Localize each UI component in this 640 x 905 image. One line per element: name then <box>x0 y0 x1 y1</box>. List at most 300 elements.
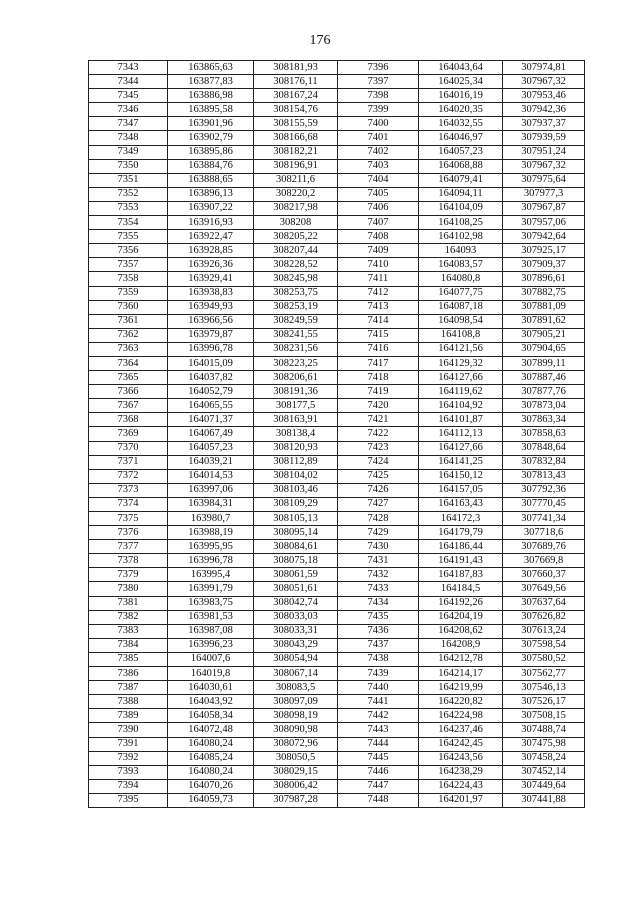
y-coordinate-cell: 307896,61 <box>503 272 585 286</box>
point-number-cell: 7365 <box>89 371 168 385</box>
table-row <box>89 272 585 286</box>
y-coordinate-cell: 307925,17 <box>503 244 585 258</box>
table-row <box>89 201 585 215</box>
x-coordinate-cell: 164172,3 <box>419 512 503 526</box>
point-number-cell: 7362 <box>89 328 168 342</box>
y-coordinate-cell: 307909,37 <box>503 258 585 272</box>
point-number-cell: 7344 <box>89 75 168 89</box>
y-coordinate-cell: 308051,61 <box>254 582 338 596</box>
y-coordinate-cell: 307904,65 <box>503 342 585 356</box>
y-coordinate-cell: 308167,24 <box>254 89 338 103</box>
point-number-cell: 7356 <box>89 244 168 258</box>
table-row <box>89 596 585 610</box>
y-coordinate-cell: 307660,37 <box>503 568 585 582</box>
y-coordinate-cell: 308208 <box>254 216 338 230</box>
y-coordinate-cell: 307449,64 <box>503 779 585 793</box>
y-coordinate-cell: 307441,88 <box>503 793 585 807</box>
y-coordinate-cell: 307877,76 <box>503 385 585 399</box>
table-row <box>89 455 585 469</box>
y-coordinate-cell: 307967,32 <box>503 75 585 89</box>
x-coordinate-cell: 164071,37 <box>168 413 254 427</box>
x-coordinate-cell: 163981,53 <box>168 610 254 624</box>
x-coordinate-cell: 163886,98 <box>168 89 254 103</box>
point-number-cell: 7419 <box>338 385 419 399</box>
x-coordinate-cell: 164141,25 <box>419 455 503 469</box>
table-row <box>89 737 585 751</box>
table-row <box>89 709 585 723</box>
point-number-cell: 7423 <box>338 441 419 455</box>
x-coordinate-cell: 163884,76 <box>168 159 254 173</box>
point-number-cell: 7413 <box>338 300 419 314</box>
x-coordinate-cell: 163865,63 <box>168 61 254 75</box>
table-row <box>89 117 585 131</box>
point-number-cell: 7443 <box>338 723 419 737</box>
point-number-cell: 7349 <box>89 145 168 159</box>
point-number-cell: 7435 <box>338 610 419 624</box>
x-coordinate-cell: 164186,44 <box>419 540 503 554</box>
x-coordinate-cell: 164093 <box>419 244 503 258</box>
point-number-cell: 7425 <box>338 469 419 483</box>
y-coordinate-cell: 308166,68 <box>254 131 338 145</box>
x-coordinate-cell: 164057,23 <box>168 441 254 455</box>
y-coordinate-cell: 308231,56 <box>254 342 338 356</box>
y-coordinate-cell: 308033,03 <box>254 610 338 624</box>
y-coordinate-cell: 308217,98 <box>254 201 338 215</box>
page-number: 176 <box>309 33 331 48</box>
point-number-cell: 7403 <box>338 159 419 173</box>
table-row <box>89 187 585 201</box>
table-row <box>89 89 585 103</box>
point-number-cell: 7424 <box>338 455 419 469</box>
x-coordinate-cell: 163987,08 <box>168 624 254 638</box>
x-coordinate-cell: 164058,34 <box>168 709 254 723</box>
x-coordinate-cell: 164219,99 <box>419 681 503 695</box>
x-coordinate-cell: 164192,26 <box>419 596 503 610</box>
x-coordinate-cell: 164070,26 <box>168 779 254 793</box>
x-coordinate-cell: 164129,32 <box>419 356 503 370</box>
table-row <box>89 526 585 540</box>
point-number-cell: 7445 <box>338 751 419 765</box>
point-number-cell: 7386 <box>89 667 168 681</box>
point-number-cell: 7393 <box>89 765 168 779</box>
x-coordinate-cell: 164150,12 <box>419 469 503 483</box>
point-number-cell: 7444 <box>338 737 419 751</box>
table-row <box>89 512 585 526</box>
x-coordinate-cell: 163902,79 <box>168 131 254 145</box>
point-number-cell: 7351 <box>89 173 168 187</box>
y-coordinate-cell: 307637,64 <box>503 596 585 610</box>
y-coordinate-cell: 307718,6 <box>503 526 585 540</box>
point-number-cell: 7390 <box>89 723 168 737</box>
y-coordinate-cell: 308155,59 <box>254 117 338 131</box>
y-coordinate-cell: 308072,96 <box>254 737 338 751</box>
y-coordinate-cell: 307613,24 <box>503 624 585 638</box>
y-coordinate-cell: 307939,59 <box>503 131 585 145</box>
x-coordinate-cell: 164039,21 <box>168 455 254 469</box>
x-coordinate-cell: 164212,78 <box>419 652 503 666</box>
point-number-cell: 7370 <box>89 441 168 455</box>
y-coordinate-cell: 307942,64 <box>503 230 585 244</box>
y-coordinate-cell: 308253,19 <box>254 300 338 314</box>
y-coordinate-cell: 308083,5 <box>254 681 338 695</box>
table-row <box>89 173 585 187</box>
y-coordinate-cell: 307977,3 <box>503 187 585 201</box>
y-coordinate-cell: 307937,37 <box>503 117 585 131</box>
x-coordinate-cell: 164243,56 <box>419 751 503 765</box>
point-number-cell: 7417 <box>338 356 419 370</box>
point-number-cell: 7399 <box>338 103 419 117</box>
table-row <box>89 624 585 638</box>
y-coordinate-cell: 308154,76 <box>254 103 338 117</box>
point-number-cell: 7388 <box>89 695 168 709</box>
y-coordinate-cell: 307508,15 <box>503 709 585 723</box>
y-coordinate-cell: 308042,74 <box>254 596 338 610</box>
table-row <box>89 765 585 779</box>
x-coordinate-cell: 163983,75 <box>168 596 254 610</box>
y-coordinate-cell: 307863,34 <box>503 413 585 427</box>
table-row <box>89 385 585 399</box>
x-coordinate-cell: 164102,98 <box>419 230 503 244</box>
x-coordinate-cell: 164112,13 <box>419 427 503 441</box>
point-number-cell: 7405 <box>338 187 419 201</box>
y-coordinate-cell: 307873,04 <box>503 399 585 413</box>
y-coordinate-cell: 307975,64 <box>503 173 585 187</box>
table-row <box>89 413 585 427</box>
table-row <box>89 497 585 511</box>
table-row <box>89 145 585 159</box>
table-row <box>89 540 585 554</box>
y-coordinate-cell: 308105,13 <box>254 512 338 526</box>
x-coordinate-cell: 164072,48 <box>168 723 254 737</box>
x-coordinate-cell: 164104,92 <box>419 399 503 413</box>
point-number-cell: 7431 <box>338 554 419 568</box>
table-row <box>89 399 585 413</box>
y-coordinate-cell: 308061,59 <box>254 568 338 582</box>
point-number-cell: 7377 <box>89 540 168 554</box>
point-number-cell: 7394 <box>89 779 168 793</box>
x-coordinate-cell: 163901,96 <box>168 117 254 131</box>
point-number-cell: 7414 <box>338 314 419 328</box>
table-row <box>89 286 585 300</box>
x-coordinate-cell: 163949,93 <box>168 300 254 314</box>
point-number-cell: 7426 <box>338 483 419 497</box>
y-coordinate-cell: 308207,44 <box>254 244 338 258</box>
y-coordinate-cell: 308177,5 <box>254 399 338 413</box>
point-number-cell: 7422 <box>338 427 419 441</box>
x-coordinate-cell: 164201,97 <box>419 793 503 807</box>
y-coordinate-cell: 307951,24 <box>503 145 585 159</box>
table-row <box>89 568 585 582</box>
table-row <box>89 638 585 652</box>
x-coordinate-cell: 164067,49 <box>168 427 254 441</box>
point-number-cell: 7440 <box>338 681 419 695</box>
point-number-cell: 7358 <box>89 272 168 286</box>
x-coordinate-cell: 164220,82 <box>419 695 503 709</box>
x-coordinate-cell: 163938,83 <box>168 286 254 300</box>
y-coordinate-cell: 308090,98 <box>254 723 338 737</box>
y-coordinate-cell: 308241,55 <box>254 328 338 342</box>
point-number-cell: 7346 <box>89 103 168 117</box>
x-coordinate-cell: 163995,4 <box>168 568 254 582</box>
y-coordinate-cell: 308253,75 <box>254 286 338 300</box>
y-coordinate-cell: 307899,11 <box>503 356 585 370</box>
x-coordinate-cell: 164108,25 <box>419 216 503 230</box>
point-number-cell: 7447 <box>338 779 419 793</box>
point-number-cell: 7375 <box>89 512 168 526</box>
point-number-cell: 7415 <box>338 328 419 342</box>
y-coordinate-cell: 308084,61 <box>254 540 338 554</box>
x-coordinate-cell: 164015,09 <box>168 356 254 370</box>
point-number-cell: 7368 <box>89 413 168 427</box>
point-number-cell: 7389 <box>89 709 168 723</box>
y-coordinate-cell: 307649,56 <box>503 582 585 596</box>
y-coordinate-cell: 307792,36 <box>503 483 585 497</box>
x-coordinate-cell: 164020,35 <box>419 103 503 117</box>
table-row <box>89 469 585 483</box>
point-number-cell: 7373 <box>89 483 168 497</box>
y-coordinate-cell: 307987,28 <box>254 793 338 807</box>
point-number-cell: 7367 <box>89 399 168 413</box>
point-number-cell: 7354 <box>89 216 168 230</box>
y-coordinate-cell: 308181,93 <box>254 61 338 75</box>
x-coordinate-cell: 164237,46 <box>419 723 503 737</box>
y-coordinate-cell: 307689,76 <box>503 540 585 554</box>
point-number-cell: 7382 <box>89 610 168 624</box>
y-coordinate-cell: 308043,29 <box>254 638 338 652</box>
point-number-cell: 7407 <box>338 216 419 230</box>
table-row <box>89 328 585 342</box>
y-coordinate-cell: 308206,61 <box>254 371 338 385</box>
point-number-cell: 7361 <box>89 314 168 328</box>
point-number-cell: 7412 <box>338 286 419 300</box>
y-coordinate-cell: 308163,91 <box>254 413 338 427</box>
point-number-cell: 7379 <box>89 568 168 582</box>
table-row <box>89 244 585 258</box>
table-row <box>89 779 585 793</box>
x-coordinate-cell: 164057,23 <box>419 145 503 159</box>
x-coordinate-cell: 164080,24 <box>168 737 254 751</box>
y-coordinate-cell: 308075,18 <box>254 554 338 568</box>
x-coordinate-cell: 164224,98 <box>419 709 503 723</box>
x-coordinate-cell: 164052,79 <box>168 385 254 399</box>
y-coordinate-cell: 307488,74 <box>503 723 585 737</box>
point-number-cell: 7421 <box>338 413 419 427</box>
x-coordinate-cell: 163991,79 <box>168 582 254 596</box>
x-coordinate-cell: 164065,55 <box>168 399 254 413</box>
x-coordinate-cell: 163995,95 <box>168 540 254 554</box>
y-coordinate-cell: 307887,46 <box>503 371 585 385</box>
y-coordinate-cell: 307957,06 <box>503 216 585 230</box>
y-coordinate-cell: 308067,14 <box>254 667 338 681</box>
x-coordinate-cell: 164043,92 <box>168 695 254 709</box>
point-number-cell: 7364 <box>89 356 168 370</box>
point-number-cell: 7366 <box>89 385 168 399</box>
x-coordinate-cell: 163922,47 <box>168 230 254 244</box>
x-coordinate-cell: 164208,9 <box>419 638 503 652</box>
x-coordinate-cell: 164179,79 <box>419 526 503 540</box>
y-coordinate-cell: 307967,87 <box>503 201 585 215</box>
x-coordinate-cell: 164043,64 <box>419 61 503 75</box>
y-coordinate-cell: 307974,81 <box>503 61 585 75</box>
point-number-cell: 7437 <box>338 638 419 652</box>
x-coordinate-cell: 164127,66 <box>419 441 503 455</box>
y-coordinate-cell: 308103,46 <box>254 483 338 497</box>
table-row <box>89 751 585 765</box>
point-number-cell: 7372 <box>89 469 168 483</box>
y-coordinate-cell: 307475,98 <box>503 737 585 751</box>
point-number-cell: 7448 <box>338 793 419 807</box>
table-row <box>89 681 585 695</box>
x-coordinate-cell: 164184,5 <box>419 582 503 596</box>
point-number-cell: 7400 <box>338 117 419 131</box>
x-coordinate-cell: 163966,56 <box>168 314 254 328</box>
coordinates-table-body <box>89 61 585 808</box>
y-coordinate-cell: 307881,09 <box>503 300 585 314</box>
x-coordinate-cell: 164085,24 <box>168 751 254 765</box>
y-coordinate-cell: 307452,14 <box>503 765 585 779</box>
y-coordinate-cell: 307458,24 <box>503 751 585 765</box>
point-number-cell: 7378 <box>89 554 168 568</box>
point-number-cell: 7442 <box>338 709 419 723</box>
x-coordinate-cell: 164087,18 <box>419 300 503 314</box>
y-coordinate-cell: 308054,94 <box>254 652 338 666</box>
y-coordinate-cell: 308095,14 <box>254 526 338 540</box>
point-number-cell: 7436 <box>338 624 419 638</box>
table-row <box>89 258 585 272</box>
y-coordinate-cell: 308249,59 <box>254 314 338 328</box>
y-coordinate-cell: 307741,34 <box>503 512 585 526</box>
x-coordinate-cell: 163895,86 <box>168 145 254 159</box>
y-coordinate-cell: 307598,54 <box>503 638 585 652</box>
table-row <box>89 582 585 596</box>
point-number-cell: 7353 <box>89 201 168 215</box>
table-row <box>89 554 585 568</box>
point-number-cell: 7383 <box>89 624 168 638</box>
point-number-cell: 7420 <box>338 399 419 413</box>
x-coordinate-cell: 163988,19 <box>168 526 254 540</box>
point-number-cell: 7381 <box>89 596 168 610</box>
y-coordinate-cell: 308196,91 <box>254 159 338 173</box>
x-coordinate-cell: 164079,41 <box>419 173 503 187</box>
y-coordinate-cell: 307905,21 <box>503 328 585 342</box>
x-coordinate-cell: 164098,54 <box>419 314 503 328</box>
y-coordinate-cell: 307942,36 <box>503 103 585 117</box>
point-number-cell: 7410 <box>338 258 419 272</box>
x-coordinate-cell: 164163,43 <box>419 497 503 511</box>
point-number-cell: 7432 <box>338 568 419 582</box>
point-number-cell: 7355 <box>89 230 168 244</box>
x-coordinate-cell: 164046,97 <box>419 131 503 145</box>
table-row <box>89 723 585 737</box>
x-coordinate-cell: 164059,73 <box>168 793 254 807</box>
y-coordinate-cell: 308120,93 <box>254 441 338 455</box>
x-coordinate-cell: 164032,55 <box>419 117 503 131</box>
table-row <box>89 216 585 230</box>
table-row <box>89 103 585 117</box>
point-number-cell: 7429 <box>338 526 419 540</box>
point-number-cell: 7360 <box>89 300 168 314</box>
y-coordinate-cell: 307562,77 <box>503 667 585 681</box>
table-row <box>89 300 585 314</box>
point-number-cell: 7384 <box>89 638 168 652</box>
point-number-cell: 7343 <box>89 61 168 75</box>
y-coordinate-cell: 307669,8 <box>503 554 585 568</box>
point-number-cell: 7376 <box>89 526 168 540</box>
coordinates-table <box>88 60 585 808</box>
x-coordinate-cell: 163979,87 <box>168 328 254 342</box>
point-number-cell: 7392 <box>89 751 168 765</box>
x-coordinate-cell: 163877,83 <box>168 75 254 89</box>
x-coordinate-cell: 164016,19 <box>419 89 503 103</box>
point-number-cell: 7374 <box>89 497 168 511</box>
y-coordinate-cell: 307580,52 <box>503 652 585 666</box>
x-coordinate-cell: 164094,11 <box>419 187 503 201</box>
table-row <box>89 427 585 441</box>
point-number-cell: 7418 <box>338 371 419 385</box>
point-number-cell: 7371 <box>89 455 168 469</box>
x-coordinate-cell: 164077,75 <box>419 286 503 300</box>
y-coordinate-cell: 308211,6 <box>254 173 338 187</box>
x-coordinate-cell: 164214,17 <box>419 667 503 681</box>
y-coordinate-cell: 307858,63 <box>503 427 585 441</box>
x-coordinate-cell: 163996,78 <box>168 554 254 568</box>
x-coordinate-cell: 164242,45 <box>419 737 503 751</box>
x-coordinate-cell: 163895,58 <box>168 103 254 117</box>
x-coordinate-cell: 164187,83 <box>419 568 503 582</box>
x-coordinate-cell: 164037,82 <box>168 371 254 385</box>
x-coordinate-cell: 163896,13 <box>168 187 254 201</box>
y-coordinate-cell: 308006,42 <box>254 779 338 793</box>
point-number-cell: 7396 <box>338 61 419 75</box>
point-number-cell: 7416 <box>338 342 419 356</box>
point-number-cell: 7397 <box>338 75 419 89</box>
point-number-cell: 7387 <box>89 681 168 695</box>
point-number-cell: 7350 <box>89 159 168 173</box>
x-coordinate-cell: 163980,7 <box>168 512 254 526</box>
y-coordinate-cell: 308033,31 <box>254 624 338 638</box>
x-coordinate-cell: 164083,57 <box>419 258 503 272</box>
y-coordinate-cell: 308191,36 <box>254 385 338 399</box>
table-row <box>89 61 585 75</box>
table-row <box>89 230 585 244</box>
x-coordinate-cell: 164157,05 <box>419 483 503 497</box>
point-number-cell: 7402 <box>338 145 419 159</box>
y-coordinate-cell: 307546,13 <box>503 681 585 695</box>
y-coordinate-cell: 307626,82 <box>503 610 585 624</box>
y-coordinate-cell: 307967,32 <box>503 159 585 173</box>
point-number-cell: 7409 <box>338 244 419 258</box>
point-number-cell: 7359 <box>89 286 168 300</box>
x-coordinate-cell: 163997,06 <box>168 483 254 497</box>
x-coordinate-cell: 164080,24 <box>168 765 254 779</box>
point-number-cell: 7357 <box>89 258 168 272</box>
table-row <box>89 356 585 370</box>
x-coordinate-cell: 163916,93 <box>168 216 254 230</box>
x-coordinate-cell: 164208,62 <box>419 624 503 638</box>
point-number-cell: 7439 <box>338 667 419 681</box>
x-coordinate-cell: 164104,09 <box>419 201 503 215</box>
point-number-cell: 7380 <box>89 582 168 596</box>
x-coordinate-cell: 164025,34 <box>419 75 503 89</box>
y-coordinate-cell: 308220,2 <box>254 187 338 201</box>
x-coordinate-cell: 163996,23 <box>168 638 254 652</box>
table-row <box>89 610 585 624</box>
table-row <box>89 342 585 356</box>
table-row <box>89 652 585 666</box>
x-coordinate-cell: 164068,88 <box>419 159 503 173</box>
y-coordinate-cell: 308112,89 <box>254 455 338 469</box>
y-coordinate-cell: 308205,22 <box>254 230 338 244</box>
